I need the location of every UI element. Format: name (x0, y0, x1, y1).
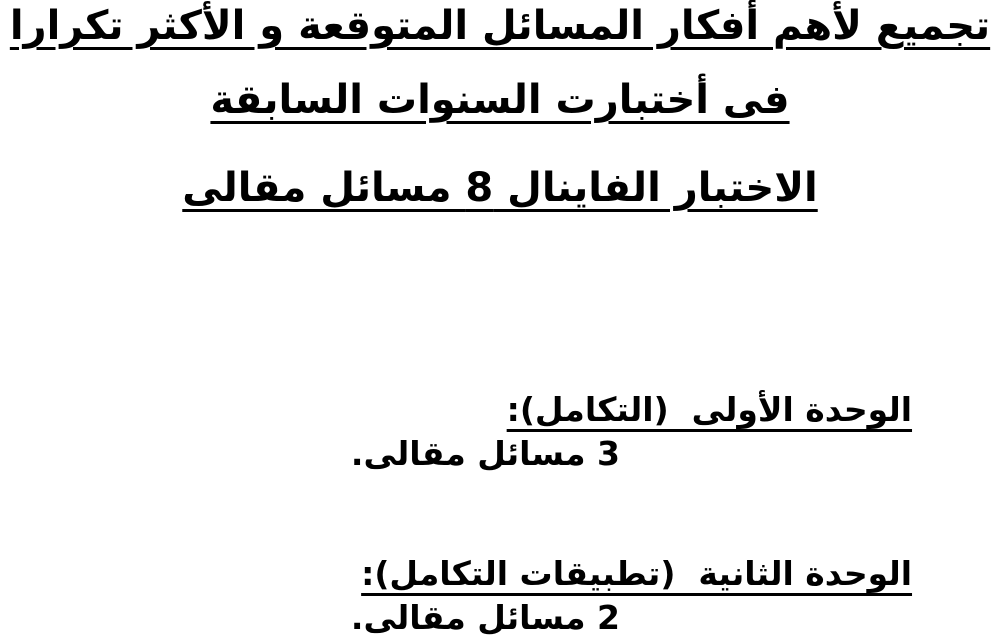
unit-2-heading-text: الوحدة الثانية (تطبيقات التكامل): (361, 554, 913, 593)
document-title-line-3 (0, 164, 1000, 212)
document-title-line-1 (0, 2, 1000, 50)
unit-1-heading-text: الوحدة الأولى (التكامل): (506, 390, 913, 429)
title-line-2-text: فى أختبارت السنوات السابقة (210, 77, 790, 123)
title-line-1-text: تجميع لأهم أفكار المسائل المتوقعة و الأكثر تكرارا (9, 3, 991, 49)
document-title-line-2 (0, 76, 1000, 124)
unit-1-question-count: 3 مسائل مقالى. (350, 434, 620, 473)
title-line-3-text: الاختبار الفاينال 8 مسائل مقالى (182, 165, 818, 211)
unit-2-question-count: 2 مسائل مقالى. (350, 598, 620, 637)
